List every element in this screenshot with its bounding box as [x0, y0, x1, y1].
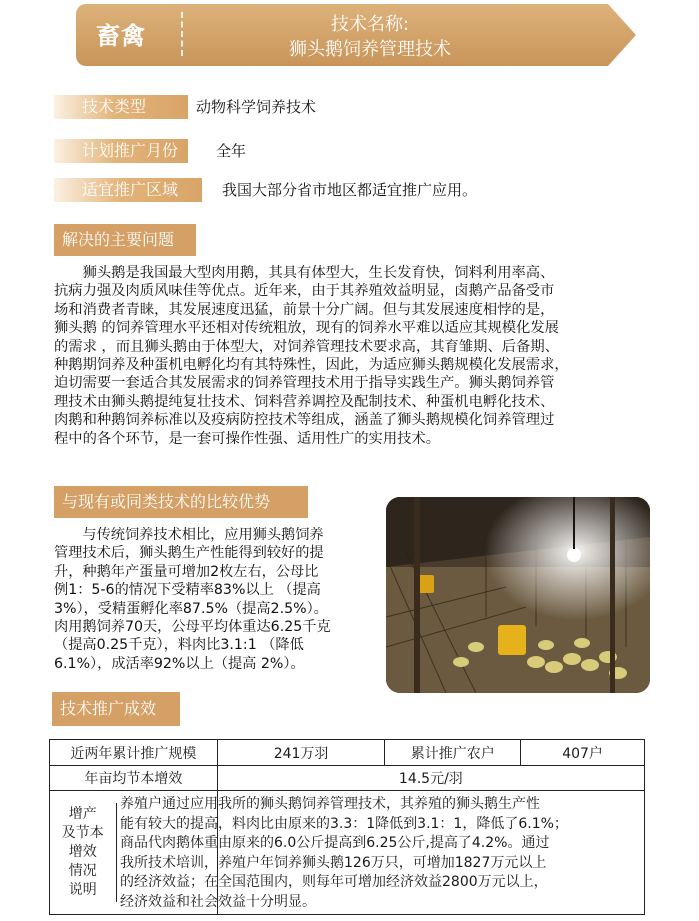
advantages-text — [54, 526, 380, 673]
farmers-value: 407户 — [521, 740, 645, 766]
advantages-line: 管理技术后，狮头鹅生产性能得到较好的提 — [54, 545, 324, 562]
table-row — [50, 740, 645, 766]
savings-value: 14.5元/羽 — [217, 766, 644, 791]
effect-line: 能有较大的提高，料肉比由原来的3.3：1降低到3.1：1，降低了6.1%； — [120, 815, 568, 832]
tech-type-label: 技术类型 — [54, 95, 188, 119]
effect-line: 商品代肉鹅体重由原来的6.0公斤提高到6.25公斤,提高了4.2%。通过 — [120, 835, 550, 852]
effect-line: 经济效益和社会效益十分明显。 — [120, 893, 316, 910]
effect-label-line: 增产 — [68, 806, 97, 822]
advantages-line: （提高0.25千克），料肉比3.1:1 （降低 — [54, 637, 304, 654]
problems-line: 的需求 ，而且狮头鹅由于体型大，对饲养管理技术要求高，其育雏期、后备期、 — [54, 338, 559, 355]
advantages-line: 肉用鹅饲养70天，公母平均体重达6.25千克 — [54, 619, 331, 636]
tech-name-label: 技术名称: — [330, 14, 410, 35]
effect-line: 养殖户通过应用我所的狮头鹅饲养管理技术，其养殖的狮头鹅生产性 — [120, 796, 540, 812]
advantages-line: 例1：5-6的情况下受精率83%以上 （提高 — [54, 582, 321, 599]
advantages-line: 升，种鹅年产蛋量可增加2枚左右，公母比 — [54, 563, 319, 580]
advantages-heading: 与现有或同类技术的比较优势 — [54, 486, 308, 518]
effect-label-line: 情况 — [68, 863, 97, 879]
table-row — [50, 766, 645, 791]
farmers-label: 累计推广农户 — [385, 740, 521, 766]
goose-farm-photo — [386, 497, 650, 693]
problems-line: 理技术由狮头鹅提纯复壮技术、饲料营养调控及配制技术、种蛋机电孵化技术、 — [54, 393, 555, 410]
problems-line: 抗病力强及肉质风味佳等优点。近年来，由于其养殖效益明显，卤鹅产品备受市 — [54, 283, 555, 300]
effect-line: 的经济效益；在全国范围内，则每年可增加经济效益2800万元以上， — [120, 874, 548, 891]
problems-line: 程中的各个环节，是一套可操作性强、适用性广的实用技术。 — [54, 430, 441, 447]
scale-label: 近两年累计推广规模 — [50, 740, 218, 766]
category-label: 畜禽 — [96, 22, 146, 50]
advantages-line: 与传统饲养技术相比，应用狮头鹅饲养 — [54, 527, 324, 543]
tech-type-value: 动物科学饲养技术 — [196, 98, 317, 116]
effect-label-line: 及节本 — [61, 825, 104, 841]
goose-farm-illustration — [386, 497, 650, 693]
region-label: 适宜推广区域 — [54, 178, 202, 202]
effect-text — [120, 795, 642, 913]
ribbon-divider — [181, 12, 183, 56]
problems-line: 迫切需要一套适合其发展需求的饲养管理技术用于指导实践生产。狮头鹅饲养管 — [54, 375, 555, 392]
region-value: 我国大部分省市地区都适宜推广应用。 — [222, 181, 478, 199]
problems-line: 场和消费者青睐，其发展速度迅猛，前景十分广阔。但与其发展速度相悖的是， — [54, 301, 555, 318]
results-heading: 技术推广成效 — [52, 692, 180, 726]
problems-line: 狮头鹅 的饲养管理水平还相对传统粗放，现有的饲养水平难以适应其规模化发展 — [54, 320, 559, 337]
effect-label-line: 说明 — [68, 882, 97, 898]
problems-line: 狮头鹅是我国最大型肉用鹅，其具有体型大，生长发育快，饲料利用率高、 — [54, 265, 555, 281]
plan-month-value: 全年 — [216, 142, 247, 160]
problems-heading: 解决的主要问题 — [54, 224, 196, 256]
problems-line: 肉鹅和种鹅饲养标准以及疫病防控技术等组成，涵盖了狮头鹅规模化饲养管理过 — [54, 412, 555, 429]
advantages-line: 6.1%），成活率92%以上（提高 2%）。 — [54, 655, 305, 672]
problems-text — [54, 264, 654, 448]
effect-label-line: 增效 — [68, 844, 97, 860]
problems-line: 种鹅期饲养及种蛋机电孵化均有其特殊性，因此，为适应狮头鹅规模化发展需求， — [54, 357, 569, 374]
effect-label — [54, 805, 112, 900]
tech-name: 狮头鹅饲养管理技术 — [289, 39, 451, 60]
savings-label: 年亩均节本增效 — [50, 766, 218, 791]
effect-line: 我所技术培训，养殖户年饲养狮头鹅126万只，可增加1827万元以上 — [120, 854, 547, 871]
scale-value: 241万羽 — [217, 740, 385, 766]
advantages-line: 3%），受精蛋孵化率87.5%（提高2.5%）。 — [54, 600, 328, 617]
effect-label-box — [50, 803, 116, 902]
plan-month-label: 计划推广月份 — [54, 139, 188, 163]
